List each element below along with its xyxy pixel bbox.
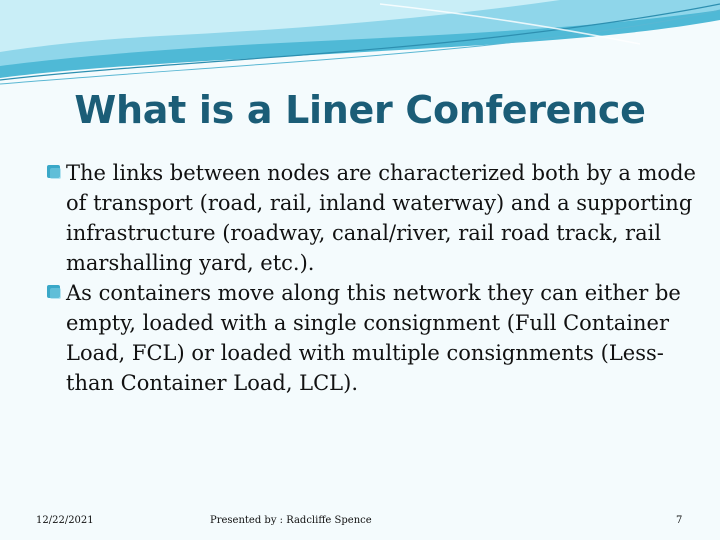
bullet-text: The links between nodes are characterized both by a mode of transport (road, rail, inland waterway) and a supporting infrastructure (roadway, canal/river, rail road track, rail marshalling yard, etc.). — [66, 161, 696, 275]
bullet-item — [20, 158, 710, 278]
header-wave-decoration — [0, 0, 720, 90]
bullet-item — [20, 278, 710, 398]
bullet-list — [20, 158, 710, 398]
bullet-text: As containers move along this network they can either be empty, loaded with a single consignment (Full Container Load, FCL) or loaded with multiple consignments (Less-than Container Load, LCL). — [66, 281, 681, 395]
slide-title: What is a Liner Conference — [74, 88, 646, 132]
checkbox-bullet-icon — [46, 284, 62, 300]
footer-date: 12/22/2021 — [36, 515, 94, 526]
checkbox-bullet-icon — [46, 164, 62, 180]
page-number: 7 — [676, 515, 683, 526]
footer-presenter: Presented by : Radcliffe Spence — [210, 515, 372, 526]
